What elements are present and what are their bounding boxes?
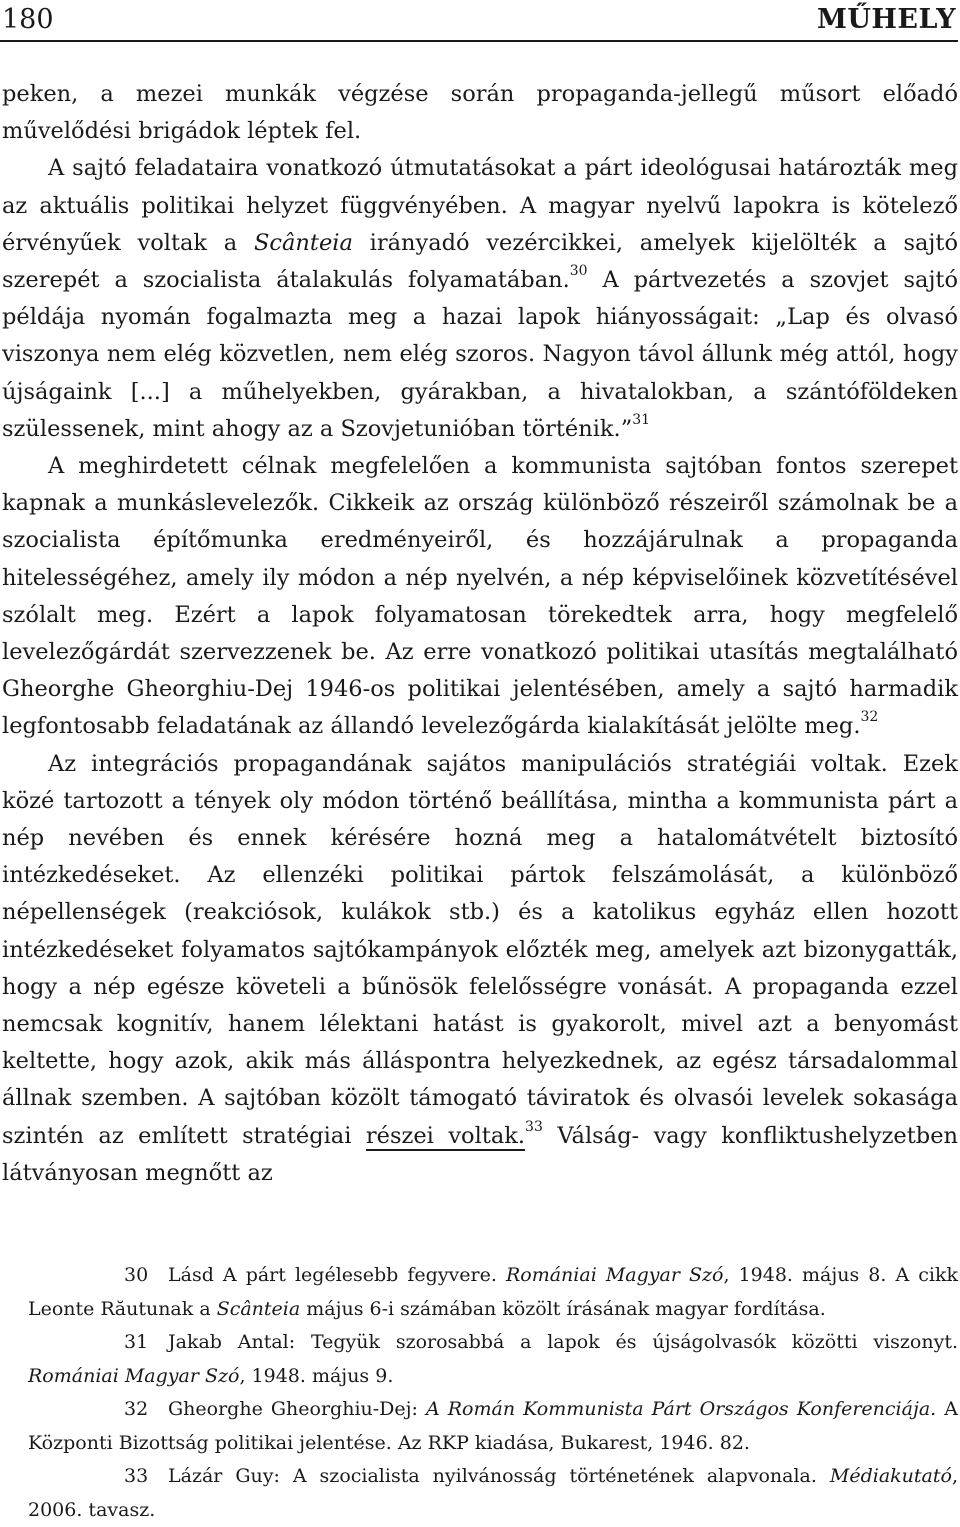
body-text <box>2 76 958 1192</box>
paragraph: A sajtó feladataira vonatkozó útmutatásokat a párt ideológusai határozták meg az aktuális politikai helyzet függvényében. A magyar nyelvű lapokra is kötelező érvényűek voltak a Scânteia irányadó vezércikkei, amelyek kijelölték a sajtó szerepét a szocialista átalakulás folyamatában.$^{30}$ A pártvezetés a szovjet sajtó példája nyomán fogalmazta meg a hazai lapok hiányosságait: „Lap és olvasó viszonya nem elég közvetlen, nem elég szoros. Nagyon távol állunk még attól, hogy újságaink [...] a műhelyekben, gyárakban, a hivatalokban, a szántóföldeken szülessenek, mint ahogy az a Szovjetunióban történik.”$^{31}$ <box>2 155 959 442</box>
paragraph: Az integrációs propagandának sajátos manipulációs stratégiái voltak. Ezek közé tartozott a tények oly módon történő beállítása, mintha a kommunista párt a nép nevében és ennek kérésére hozná meg a hatalomátvételt biztosító intézkedéseket. Az ellenzéki politikai pártok felszámolását, a különböző népellenségek (reakciósok, kulákok stb.) és a katolikus egyház ellen hozott intézkedéseket folyamatos sajtókampányok előzték meg, amelyek azt bizonygatták, hogy a nép egésze követeli a bűnösök felelősségre vonását. A propaganda ezzel nemcsak kognitív, hanem lélektani hatást is gyakorolt, mivel azt a benyomást keltette, hogy azok, akik más álláspontra helyezkednek, az egész társadalommal állnak szemben. A sajtóban közölt támogató táviratok és olvasói levelek sokasága szintén az említett stratégiai részei voltak.$^{33}$ Válság- vagy konfliktushelyzetben látványosan megnőtt az <box>2 750 958 1186</box>
page-header <box>0 0 958 42</box>
section-title: MŰHELY <box>816 4 956 35</box>
paragraph: peken, a mezei munkák végzése során propaganda-jellegű műsort előadó művelődési brigádok léptek fel. <box>2 81 958 145</box>
footnotes <box>28 1259 958 1527</box>
footnote-ref[interactable]: 32 <box>860 709 879 726</box>
footnote-number: 33 <box>124 1465 149 1487</box>
footnote: 31 Jakab Antal: Tegyük szorosabbá a lapok és újságolvasók közötti viszonyt. Romániai Magyar Szó, 1948. május 9. <box>28 1326 958 1393</box>
footnote-ref[interactable]: 33 <box>525 1118 543 1135</box>
footnote-number: 30 <box>124 1264 149 1286</box>
publication-title: Scânteia <box>254 229 353 256</box>
footnote-ref[interactable]: 30 <box>569 263 588 280</box>
footnote-number: 31 <box>124 1331 149 1353</box>
footnote: 30 Lásd A párt legélesebb fegyvere. Romániai Magyar Szó, 1948. május 8. A cikk Leonte Răutunak a Scânteia május 6-i számában közölt írásának magyar fordítása. <box>28 1259 958 1326</box>
footnote-ref[interactable]: 31 <box>632 411 651 428</box>
footnote-number: 32 <box>124 1398 149 1420</box>
footnote: 33 Lázár Guy: A szocialista nyilvánosság történetének alapvonala. Médiakutató, 2006. tavasz. <box>28 1460 958 1527</box>
paragraph: A meghirdetett célnak megfelelően a kommunista sajtóban fontos szerepet kapnak a munkáslevelezők. Cikkeik az ország különböző részeiről számolnak be a szocialista építőmunka eredményeiről, és hozzájárulnak a propaganda hitelességéhez, amely ily módon a nép nyelvén, a nép képviselőinek közvetítésével szólalt meg. Ezért a lapok folyamatosan törekedtek arra, hogy megfelelő levelezőgárdát szervezzenek be. Az erre vonatkozó politikai utasítás megtalálható Gheorghe Gheorghiu-Dej 1946-os politikai jelentésében, amely a sajtó harmadik legfontosabb feladatának az állandó levelezőgárda kialakítását jelölte meg.$^{32}$ <box>2 453 958 740</box>
footnote: 32 Gheorghe Gheorghiu-Dej: A Román Kommunista Párt Országos Konferenciája. A Központi Bizottság politikai jelentése. Az RKP kiadása, Bukarest, 1946. 82. <box>28 1393 958 1460</box>
underlined-text: részei voltak. <box>365 1122 526 1149</box>
page-number: 180 <box>2 4 54 35</box>
